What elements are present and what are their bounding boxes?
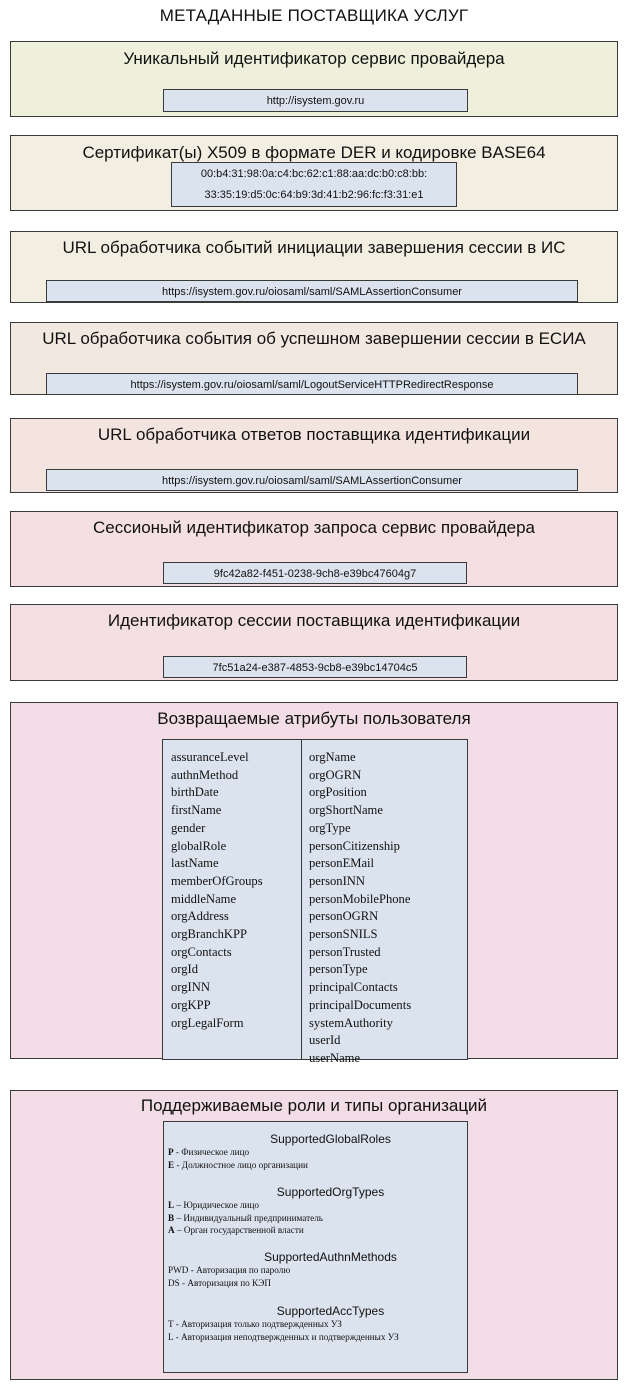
panel-sp-id	[10, 41, 618, 117]
role-item	[164, 1199, 467, 1212]
roles-section	[164, 1132, 467, 1171]
attribute-item: firstName	[171, 803, 222, 818]
attribute-item: personSNILS	[309, 927, 378, 942]
panel-idp-response-url	[10, 418, 618, 493]
roles-heading: SupportedAccTypes	[276, 1304, 385, 1318]
role-separator: -	[179, 1277, 188, 1288]
certificate-line-2: 33:35:19:d5:0c:64:b9:3d:41:b2:96:fc:f3:31:e1	[204, 189, 424, 201]
attribute-item: orgShortName	[309, 803, 383, 818]
role-description: Авторизация неподтвержденных и подтвержденных УЗ	[180, 1331, 399, 1342]
attribute-item: orgKPP	[171, 997, 211, 1012]
attribute-item: systemAuthority	[309, 1015, 393, 1030]
attribute-item: orgId	[171, 962, 199, 977]
page-title: МЕТАДАННЫЕ ПОСТАВЩИКА УСЛУГ	[159, 6, 469, 25]
role-code: B	[168, 1212, 175, 1223]
role-code: L	[168, 1200, 175, 1210]
role-item	[164, 1264, 467, 1277]
roles-box	[163, 1121, 468, 1373]
attributes-left-column	[163, 740, 302, 1059]
role-code: E	[168, 1159, 175, 1170]
panel-idp-session-id	[10, 604, 618, 681]
role-code: L	[168, 1331, 174, 1342]
panel-logout-init-url	[10, 231, 618, 303]
role-code: P	[168, 1147, 174, 1157]
role-code: DS	[168, 1277, 180, 1288]
panel-title: Поддерживаемые роли и типы организаций	[140, 1096, 488, 1115]
logout-init-url-value: https://isystem.gov.ru/oiosaml/saml/SAMLAssertionConsumer	[46, 280, 578, 302]
attribute-item: globalRole	[171, 838, 227, 853]
attribute-item: userId	[309, 1033, 341, 1048]
attribute-item: assuranceLevel	[171, 750, 249, 764]
attribute-item: personEMail	[309, 856, 375, 871]
role-description: Юридическое лицо	[183, 1200, 259, 1210]
attribute-item: orgContacts	[171, 944, 232, 959]
attribute-item: principalDocuments	[309, 997, 412, 1012]
role-separator: -	[173, 1331, 181, 1342]
role-separator: –	[174, 1200, 184, 1210]
attribute-item: personTrusted	[309, 944, 381, 959]
role-separator: -	[188, 1265, 197, 1275]
panel-supported-roles	[10, 1090, 618, 1380]
panel-title: URL обработчика ответов поставщика идентификации	[97, 425, 531, 444]
attribute-item: personMobilePhone	[309, 891, 411, 906]
attribute-item: gender	[171, 820, 206, 835]
sp-id-value: http://isystem.gov.ru	[163, 89, 468, 112]
roles-section	[164, 1250, 467, 1289]
role-item	[164, 1318, 467, 1331]
role-code: T	[168, 1319, 174, 1329]
role-code: A	[168, 1225, 175, 1235]
attribute-item: userName	[309, 1050, 361, 1065]
logout-success-url-value: https://isystem.gov.ru/oiosaml/saml/LogoutServiceHTTPRedirectResponse	[46, 373, 578, 395]
panel-user-attributes	[10, 702, 618, 1065]
idp-response-url-value: https://isystem.gov.ru/oiosaml/saml/SAMLAssertionConsumer	[46, 469, 578, 491]
role-separator: -	[173, 1147, 182, 1157]
roles-heading: SupportedOrgTypes	[276, 1185, 385, 1199]
role-item	[164, 1212, 467, 1225]
attributes-table	[162, 739, 468, 1065]
roles-heading: SupportedAuthnMethods	[264, 1250, 397, 1264]
attribute-item: personType	[309, 962, 368, 977]
role-description: Должностное лицо организации	[181, 1159, 308, 1170]
panel-title: URL обработчика событий инициации завершения сессии в ИС	[62, 238, 566, 257]
attribute-item: memberOfGroups	[171, 873, 263, 888]
attribute-item: birthDate	[171, 785, 219, 800]
role-item	[164, 1331, 467, 1344]
role-item	[164, 1277, 467, 1290]
certificate-line-1: 00:b4:31:98:0a:c4:bc:62:c1:88:aa:dc:b0:c8:bb:	[200, 168, 428, 180]
role-separator: -	[173, 1319, 182, 1329]
attribute-item: orgINN	[171, 980, 210, 995]
role-separator: –	[174, 1225, 184, 1235]
idp-session-id-value: 7fc51a24-e387-4853-9cb8-e39bc14704c5	[163, 656, 467, 678]
roles-section	[164, 1304, 467, 1343]
role-description: Авторизация по КЭП	[187, 1277, 271, 1288]
panel-title: Сертификат(ы) X509 в формате DER и кодировке BASE64	[82, 143, 546, 162]
role-item	[164, 1159, 467, 1172]
panel-title: Идентификатор сессии поставщика идентификации	[107, 611, 521, 630]
role-description: Орган государственной власти	[183, 1225, 304, 1235]
panel-sp-request-id	[10, 511, 618, 587]
role-description: Авторизация по паролю	[196, 1265, 291, 1275]
panel-title: Сессионый идентификатор запроса сервис провайдера	[92, 518, 536, 537]
role-description: Индивидуальный предприниматель	[183, 1212, 323, 1223]
panel-title: URL обработчика события об успешном завершении сессии в ЕСИА	[42, 329, 586, 348]
panel-certificate	[10, 135, 618, 211]
panel-title: Уникальный идентификатор сервис провайдера	[123, 49, 505, 68]
attribute-item: orgBranchKPP	[171, 927, 248, 942]
role-separator: -	[174, 1159, 182, 1170]
attribute-item: middleName	[171, 891, 237, 906]
panel-logout-success-url	[10, 322, 618, 395]
attribute-item: personOGRN	[309, 909, 379, 924]
certificate-value	[171, 162, 457, 207]
attribute-item: personCitizenship	[309, 838, 400, 853]
role-description: Физическое лицо	[181, 1147, 250, 1157]
attributes-right-column	[302, 740, 467, 1065]
attribute-item: lastName	[171, 856, 219, 871]
roles-heading: SupportedGlobalRoles	[270, 1132, 391, 1146]
role-description: Авторизация только подтвержденных УЗ	[181, 1319, 342, 1329]
attribute-item: orgLegalForm	[171, 1015, 244, 1030]
attribute-item: orgName	[309, 750, 356, 764]
roles-section	[164, 1185, 467, 1237]
sp-request-id-value: 9fc42a82-f451-0238-9ch8-e39bc47604g7	[163, 562, 467, 584]
role-code: PWD	[168, 1265, 189, 1275]
attribute-item: authnMethod	[171, 767, 239, 782]
attribute-item: orgType	[309, 820, 351, 835]
attribute-item: personINN	[309, 873, 365, 888]
role-item	[164, 1146, 467, 1159]
attribute-item: orgOGRN	[309, 767, 362, 782]
attribute-item: principalContacts	[309, 980, 398, 995]
role-separator: –	[174, 1212, 184, 1223]
attribute-item: orgPosition	[309, 785, 367, 800]
attribute-item: orgAddress	[171, 909, 229, 924]
role-item	[164, 1224, 467, 1237]
panel-title: Возвращаемые атрибуты пользователя	[157, 709, 471, 728]
